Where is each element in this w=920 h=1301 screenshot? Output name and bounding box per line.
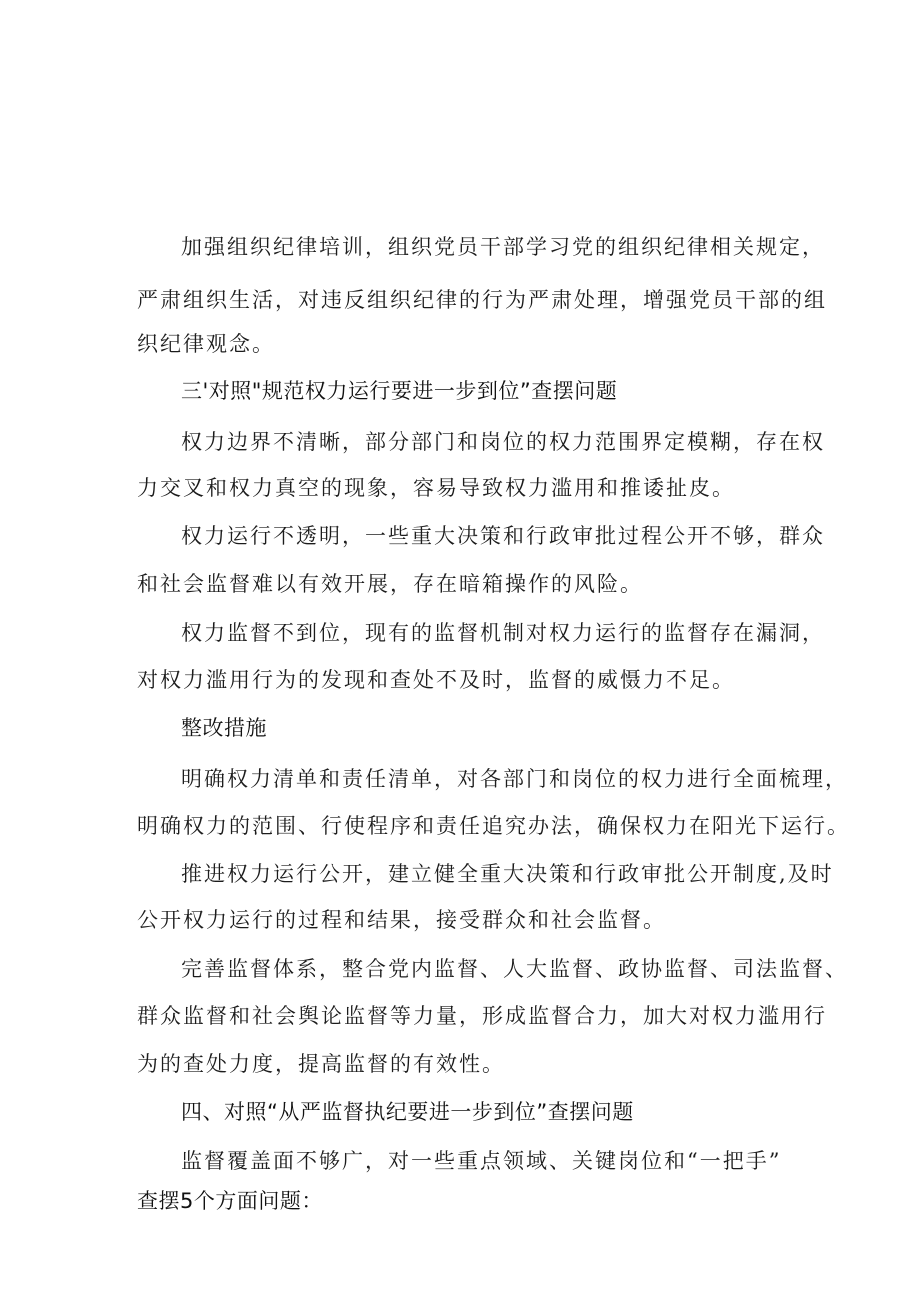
- paragraph-line: 明确权力清单和责任清单，对各部门和岗位的权力进行全面梳理，: [181, 767, 848, 791]
- paragraph-line: 监督覆盖面不够广，对一些重点领域、关键岗位和“一把手”: [181, 1149, 782, 1173]
- paragraph-line: 织纪律观念。: [137, 332, 275, 356]
- paragraph-line: 权力运行不透明，一些重大决策和行政审批过程公开不够，群众: [181, 524, 825, 548]
- paragraph-line: 力交叉和权力真空的现象，容易导致权力滥用和推诿扯皮。: [137, 476, 735, 500]
- section-heading-three: 三'对照"规范权力运行要进一步到位”查摆问题: [181, 379, 618, 403]
- paragraph-line: 和社会监督难以有效开展，存在暗箱操作的风险。: [137, 572, 643, 596]
- paragraph-line: 加强组织纪律培训，组织党员干部学习党的组织纪律相关规定，: [181, 235, 825, 259]
- paragraph-line: 为的查处力度，提高监督的有效性。: [137, 1052, 505, 1076]
- paragraph-line: 权力边界不清晰，部分部门和岗位的权力范围界定模糊，存在权: [181, 430, 825, 454]
- section-heading-four: 四、对照“从严监督执纪要进一步到位”查摆问题: [181, 1100, 634, 1124]
- paragraph-line: 严肃组织生活，对违反组织纪律的行为严肃处理，增强党员干部的组: [137, 288, 827, 312]
- paragraph-line: 权力监督不到位，现有的监督机制对权力运行的监督存在漏洞，: [181, 621, 825, 645]
- paragraph-line: 对权力滥用行为的发现和查处不及时，监督的威慑力不足。: [137, 668, 735, 692]
- paragraph-line: 明确权力的范围、行使程序和责任追究办法，确保权力在阳光下运行。: [137, 814, 850, 838]
- paragraph-line: 推进权力运行公开，建立健全重大决策和行政审批公开制度,及时: [181, 862, 834, 886]
- footer-caption: 查摆5个方面问题：: [137, 1189, 323, 1213]
- paragraph-line: 完善监督体系，整合党内监督、人大监督、政协监督、司法监督、: [181, 957, 848, 981]
- paragraph-line: 群众监督和社会舆论监督等力量，形成监督合力，加大对权力滥用行: [137, 1004, 827, 1028]
- subheading-rectification-measures: 整改措施: [181, 716, 267, 740]
- paragraph-line: 公开权力运行的过程和结果，接受群众和社会监督。: [137, 908, 666, 932]
